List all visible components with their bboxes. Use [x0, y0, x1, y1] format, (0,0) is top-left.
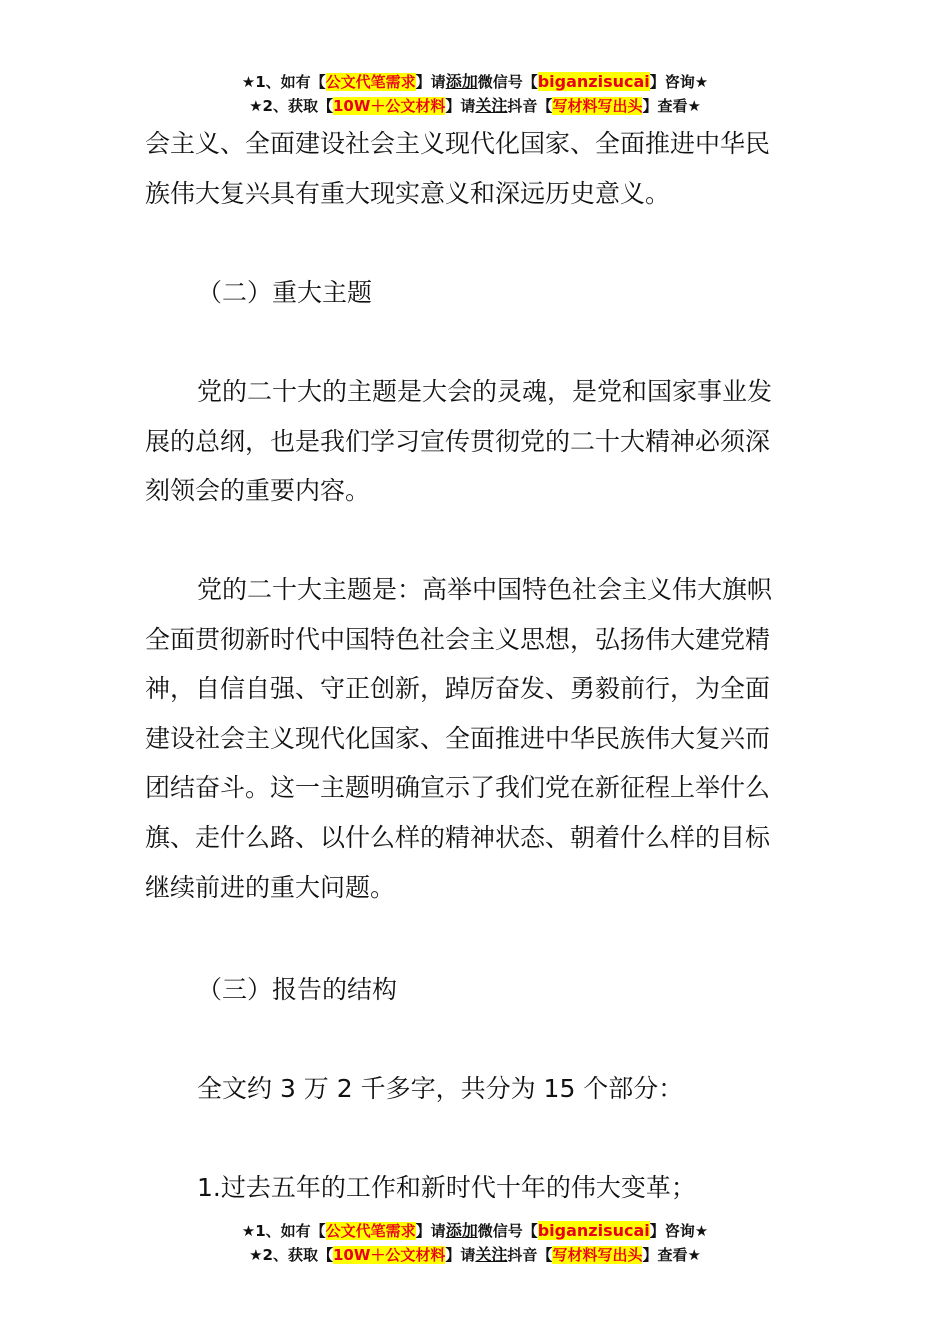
promo-line-2	[0, 94, 950, 118]
promo-line-2	[0, 1243, 950, 1267]
promo-highlight: 公文代笔需求	[325, 1222, 416, 1240]
section-heading-2	[145, 268, 810, 318]
heading-line: （二）重大主题	[197, 278, 373, 307]
list-item-1	[145, 1163, 810, 1213]
body-line: 全文约 3 万 2 千多字，共分为 15 个部分：	[197, 1074, 684, 1103]
promo-text: ★2、获取【	[249, 1246, 333, 1264]
promo-text: 】咨询★	[649, 73, 709, 91]
promo-douyin-id: 写材料写出头	[552, 97, 643, 115]
body-line: 刻领会的重要内容。	[145, 476, 371, 506]
promo-text: 】请	[445, 97, 476, 115]
promo-wechat-id: biganzisucai	[537, 1221, 650, 1240]
promo-underlined: 关注	[475, 96, 508, 115]
body-line: 党的二十大主题是：高举中国特色社会主义伟大旗帜	[197, 575, 773, 604]
body-line: 建设社会主义现代化国家、全面推进中华民族伟大复兴而	[145, 723, 771, 753]
list-line: 1.过去五年的工作和新时代十年的伟大变革；	[197, 1173, 696, 1202]
paragraph-theme-statement	[145, 565, 810, 912]
promo-text: 微信号【	[477, 73, 538, 91]
body-line: 团结奋斗。这一主题明确宣示了我们党在新征程上举什么	[145, 773, 771, 803]
promo-text: 】查看★	[642, 1246, 701, 1264]
promo-underlined: 添加	[445, 72, 478, 91]
promo-text: 抖音【	[507, 97, 553, 115]
promo-text: 】查看★	[642, 97, 701, 115]
promo-line-1	[0, 1219, 950, 1243]
body-line: 党的二十大的主题是大会的灵魂，是党和国家事业发	[197, 377, 773, 406]
promo-highlight: 10W＋公文材料	[332, 1246, 446, 1264]
paragraph-continuation	[145, 119, 810, 218]
promo-text: 抖音【	[507, 1246, 553, 1264]
body-line: 会主义、全面建设社会主义现代化国家、全面推进中华民	[145, 129, 771, 158]
promo-underlined: 添加	[445, 1221, 478, 1240]
promo-text: 微信号【	[477, 1222, 538, 1240]
body-line: 展的总纲，也是我们学习宣传贯彻党的二十大精神必须深	[145, 426, 771, 456]
body-line: 继续前进的重大问题。	[145, 872, 396, 902]
heading-line: （三）报告的结构	[197, 975, 398, 1004]
body-line: 旗、走什么路、以什么样的精神状态、朝着什么样的目标	[145, 822, 771, 852]
promo-douyin-id: 写材料写出头	[552, 1246, 643, 1264]
promo-highlight: 10W＋公文材料	[332, 97, 446, 115]
body-line: 族伟大复兴具有重大现实意义和深远历史意义。	[145, 178, 671, 208]
promo-text: 】请	[415, 73, 446, 91]
promo-text: ★2、获取【	[249, 97, 333, 115]
promo-wechat-id: biganzisucai	[537, 72, 650, 91]
promo-text: ★1、如有【	[241, 1222, 326, 1240]
promo-text: 】请	[415, 1222, 446, 1240]
paragraph-structure	[145, 1064, 810, 1114]
section-heading-3	[145, 965, 810, 1015]
promo-text: 】请	[445, 1246, 476, 1264]
paragraph-theme-intro	[145, 367, 810, 516]
promo-line-1	[0, 70, 950, 94]
header-promo-banner	[0, 70, 950, 118]
promo-text: ★1、如有【	[241, 73, 326, 91]
promo-text: 】咨询★	[649, 1222, 709, 1240]
body-line: 全面贯彻新时代中国特色社会主义思想，弘扬伟大建党精	[145, 624, 771, 654]
footer-promo-banner	[0, 1219, 950, 1267]
body-line: 神，自信自强、守正创新，踔厉奋发、勇毅前行，为全面	[145, 674, 771, 704]
promo-underlined: 关注	[475, 1245, 508, 1264]
promo-highlight: 公文代笔需求	[325, 73, 416, 91]
